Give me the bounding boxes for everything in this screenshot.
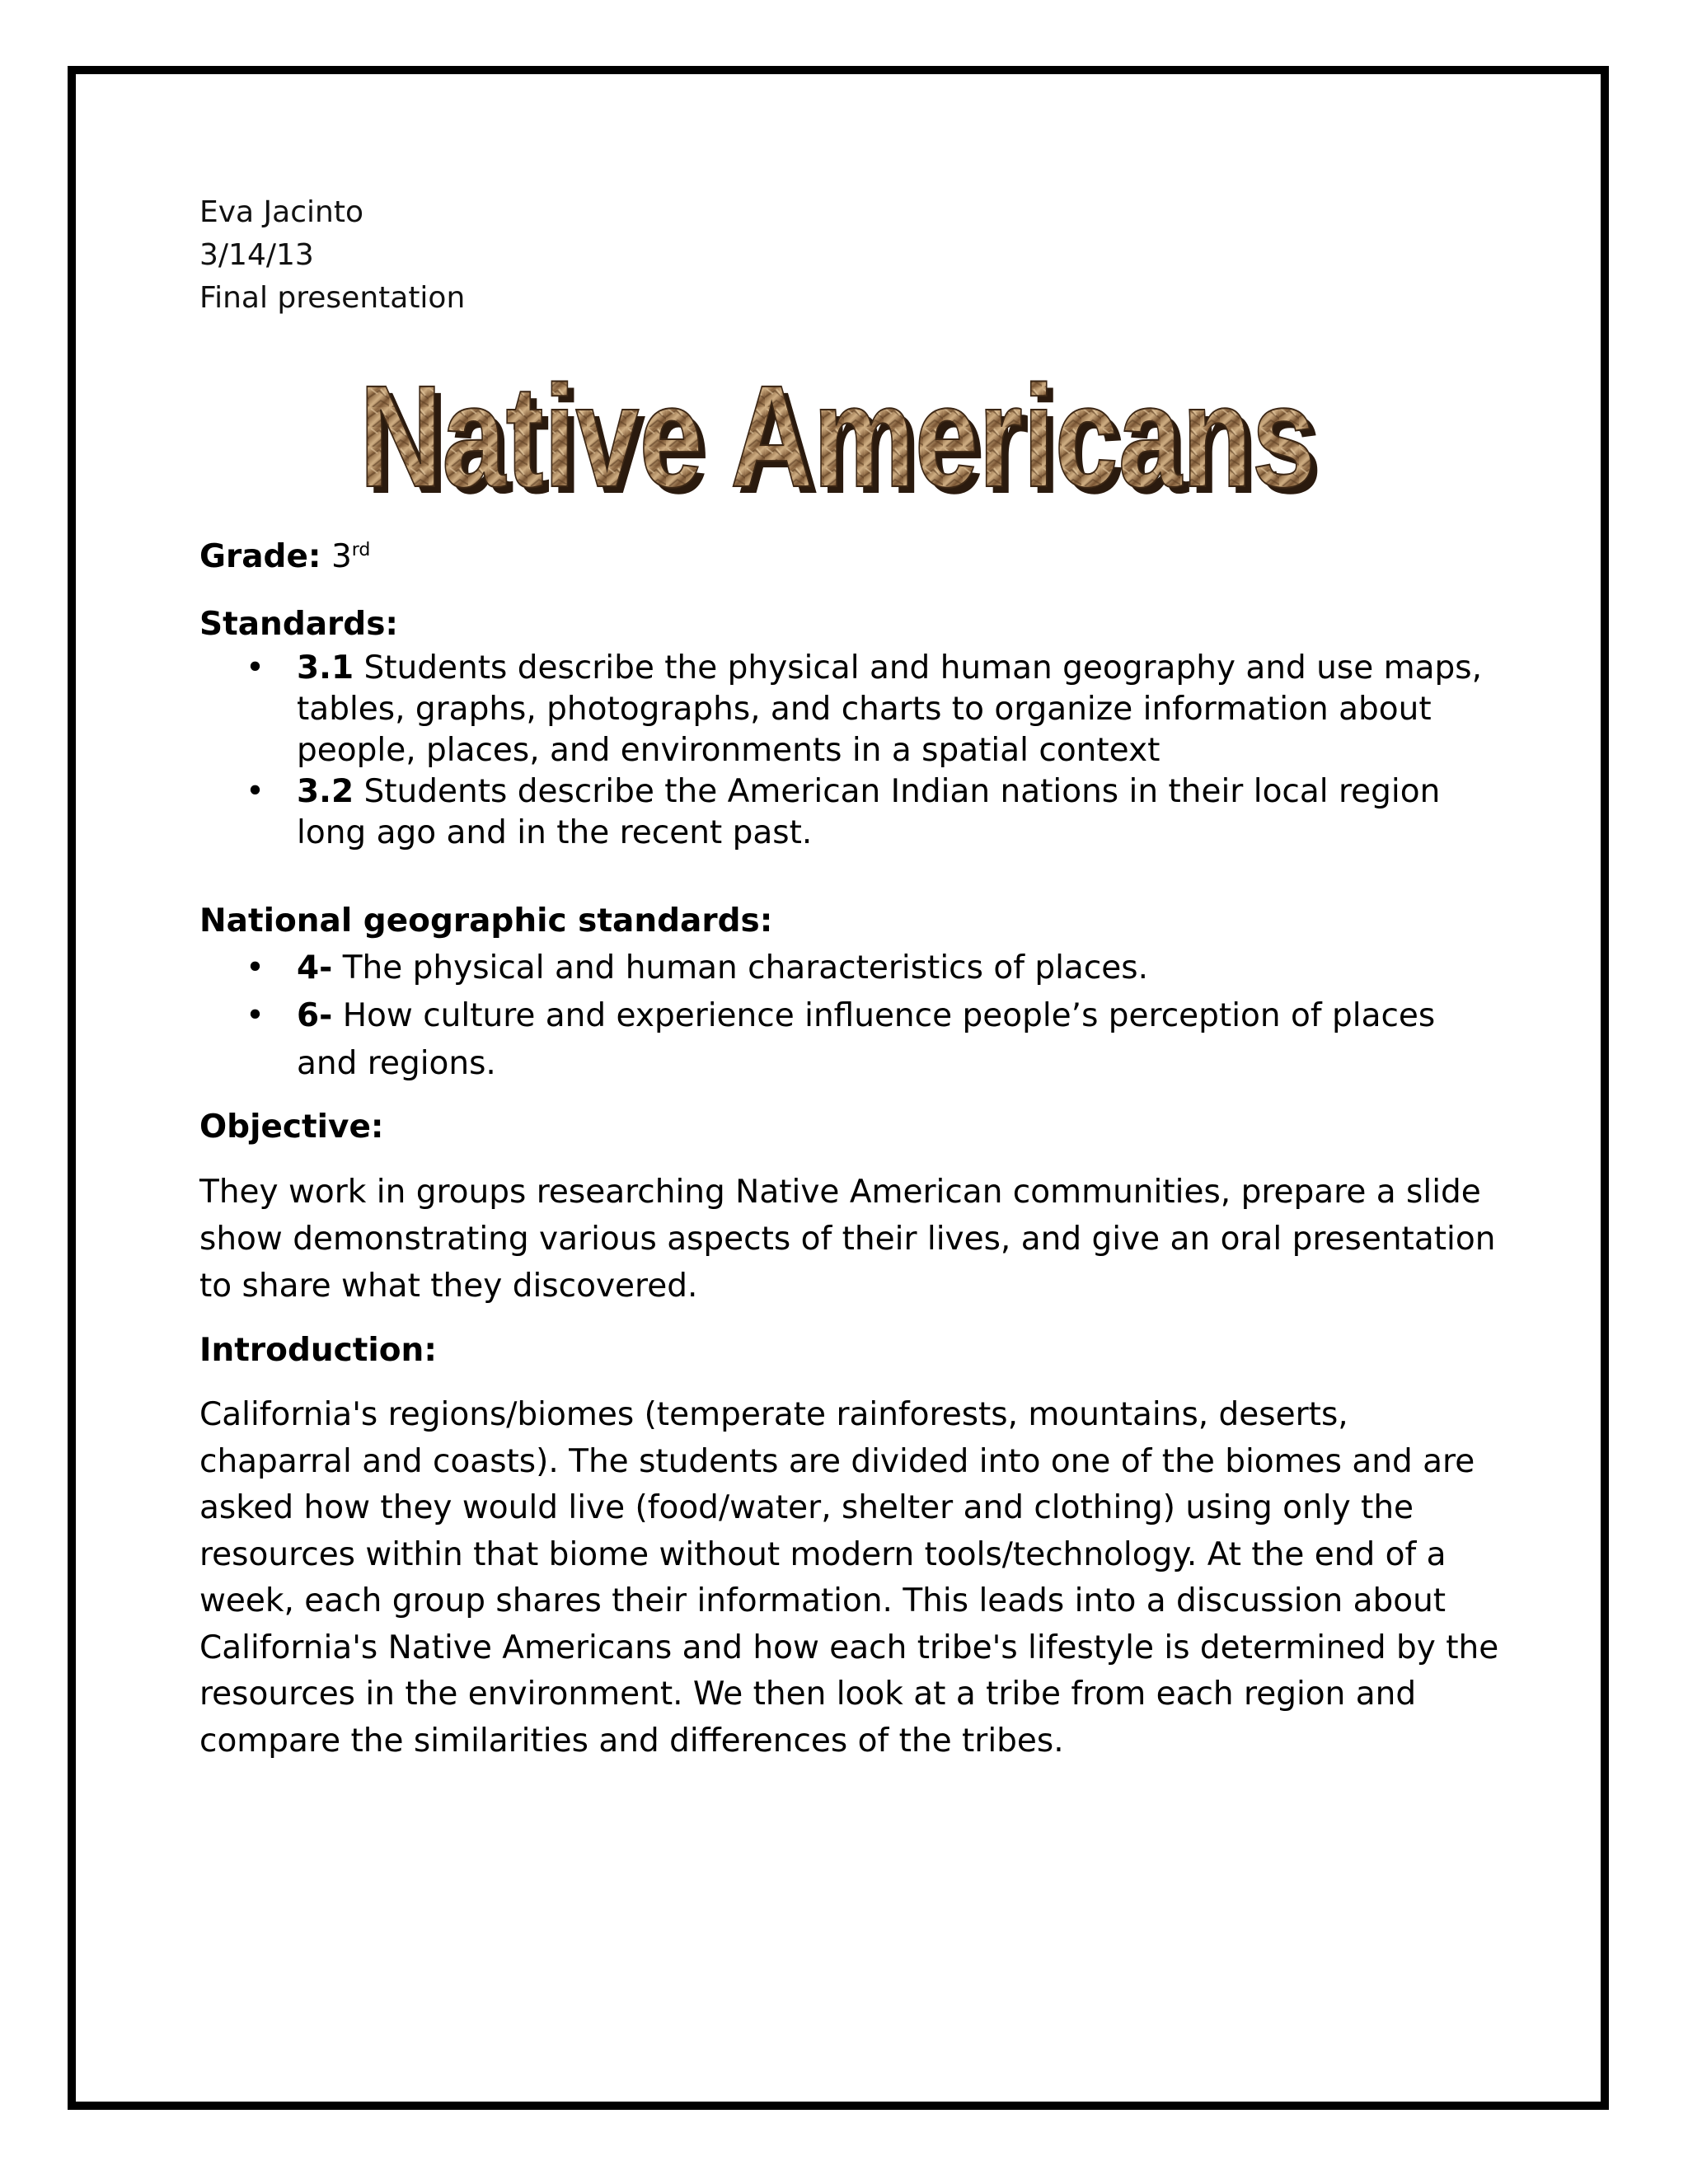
title-shadow: Native Americans [366,368,1322,516]
document-type: Final presentation [199,281,466,315]
standard-number: 3.2 [297,773,354,810]
national-standards-heading: National geographic standards: [199,902,773,940]
title-text: Native Americans [359,368,1315,516]
standard-number: 6- [297,997,333,1034]
grade-line [199,534,1502,580]
introduction-heading: Introduction: [199,1332,437,1369]
author-name: Eva Jacinto [199,195,363,229]
title-wordart-svg [349,368,1339,516]
document-body [199,191,1502,1765]
grade-value: 3 [331,538,352,575]
list-item [199,648,1502,771]
standards-heading: Standards: [199,606,399,643]
bullet-icon: • [246,649,265,687]
standard-number: 4- [297,949,333,987]
list-item [199,992,1502,1088]
standard-text: The physical and human characteristics of places. [332,949,1148,987]
standard-number: 3.1 [297,649,354,687]
bullet-icon: • [246,997,265,1034]
standards-list [199,648,1502,854]
introduction-paragraph: California's regions/biomes (temperate rainforests, mountains, deserts, chaparral and coasts). The students are divided into one of the biomes and are asked how they would live (food/water, shelter and clothing) using only the resources within that biome without modern tools/technology. At the end of a week, each group shares their information. This leads into a discussion about California's Native Americans and how each tribe's lifestyle is determined by the resources in the environment. We then look at a tribe from each region and compare the similarities and differences of the tribes. [199,1396,1499,1760]
document-date: 3/14/13 [199,238,314,272]
objective-heading: Objective: [199,1108,384,1146]
objective-paragraph: They work in groups researching Native American communities, prepare a slide show demonstrating various aspects of their lives, and give an oral presentation to share what they discovered. [199,1174,1496,1305]
national-standards-list [199,944,1502,1088]
list-item [199,944,1502,992]
standard-text: How culture and experience influence people’s perception of places and regions. [297,997,1436,1082]
bullet-icon: • [246,773,265,810]
standard-text: Students describe the physical and human geography and use maps, tables, graphs, photographs, and charts to organize information about people, places, and environments in a spatial context [297,649,1482,769]
grade-suffix: rd [351,540,371,560]
grade-label: Grade: [199,538,321,575]
standard-text: Students describe the American Indian nations in their local region long ago and in the recent past. [297,773,1441,851]
bullet-icon: • [246,949,265,987]
title-wordart [349,368,1502,516]
document-header [199,191,1502,320]
list-item [199,771,1502,854]
